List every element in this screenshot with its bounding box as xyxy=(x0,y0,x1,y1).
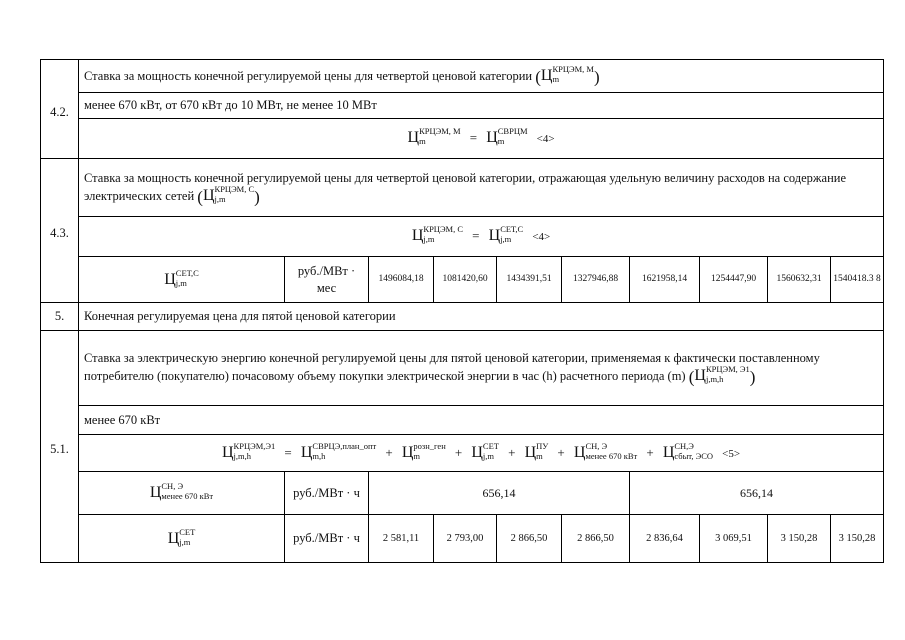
value-cell: 656,14 xyxy=(630,472,884,515)
row-5-1-title xyxy=(41,331,884,406)
formula-tag: <4> xyxy=(532,231,551,243)
row-5-1-set xyxy=(41,515,884,563)
row-4-2-condition xyxy=(41,93,884,119)
row-number: 5.1. xyxy=(41,331,79,563)
price-symbol: Ц xyxy=(540,66,553,84)
value-cell: 656,14 xyxy=(369,472,630,515)
row-4-2-formula xyxy=(41,119,884,159)
value-cell: 3 069,51 xyxy=(700,515,768,563)
value-cell: 2 793,00 xyxy=(434,515,497,563)
param-symbol: Ц СЕТ j,m xyxy=(79,515,285,563)
value-cell: 1496084,18 xyxy=(369,257,434,303)
formula: Ц КРЦЭМ, М m = Ц СВРЦМ m <4> xyxy=(79,119,884,159)
row-5 xyxy=(41,303,884,331)
param-symbol: Ц СЕТ,С j,m xyxy=(79,257,285,303)
formula-tag: <4> xyxy=(536,133,555,145)
value-cell: 1540418.3 8 xyxy=(831,257,884,303)
row-5-text: Конечная регулируемая цена для пятой ценовой категории xyxy=(79,303,884,331)
formula: Ц КРЦЭМ, С j,m = Ц СЕТ,С j,m <4> xyxy=(79,217,884,257)
param-symbol: Ц СН, Э менее 670 кВт xyxy=(79,472,285,515)
unit-cell: руб./МВт · мес xyxy=(285,257,369,303)
description: Ставка за мощность конечной регулируемой цены для четвертой ценовой категории xyxy=(84,68,533,83)
tariff-table xyxy=(40,59,884,563)
row-5-1-sn xyxy=(41,472,884,515)
row-5-1-text: Ставка за электрическую энергию конечной регулируемой цены для пятой ценовой категории, применяемая к фактически поставленному потребителю (покупателю) почасовому объему покупки электрической энергии в час (h) расчетного периода (m) (Ц КРЦЭМ, Э1 j,m,h ) xyxy=(79,331,884,406)
row-4-3-values xyxy=(41,257,884,303)
condition-text: менее 670 кВт, от 670 кВт до 10 МВт, не менее 10 МВт xyxy=(79,93,884,119)
value-cell: 1621958,14 xyxy=(630,257,700,303)
value-cell: 1327946,88 xyxy=(562,257,630,303)
value-cell: 2 866,50 xyxy=(497,515,562,563)
value-cell: 2 581,11 xyxy=(369,515,434,563)
value-cell: 3 150,28 xyxy=(831,515,884,563)
row-4-2-text: Ставка за мощность конечной регулируемой цены для четвертой ценовой категории (Ц КРЦЭМ, М m ) xyxy=(79,60,884,93)
row-4-3-title xyxy=(41,159,884,217)
row-4-2-title xyxy=(41,60,884,93)
formula: Ц КРЦЭМ,Э1 j,m,h = Ц СВРЦЭ,план_опт m,h + Ц розн_ген m + Ц СЕТ j,m + Ц ПУ m + Ц СН, Э менее 670 кВт + Ц СН,Э сбыт, ЭСО <5> xyxy=(79,435,884,472)
unit-cell: руб./МВт · ч xyxy=(285,472,369,515)
row-5-1-formula xyxy=(41,435,884,472)
row-4-3-formula xyxy=(41,217,884,257)
unit-cell: руб./МВт · ч xyxy=(285,515,369,563)
value-cell: 2 836,64 xyxy=(630,515,700,563)
row-5-1-condition xyxy=(41,406,884,435)
row-number: 4.2. xyxy=(41,60,79,159)
row-4-3-text: Ставка за мощность конечной регулируемой цены для четвертой ценовой категории, отражающая удельную величину расходов на содержание электрических сетей (Ц КРЦЭМ, С j,m ) xyxy=(79,159,884,217)
price-symbol: Ц xyxy=(202,186,215,204)
formula-tag: <5> xyxy=(722,447,741,460)
value-cell: 1254447,90 xyxy=(700,257,768,303)
description: Ставка за электрическую энергию конечной регулируемой цены для пятой ценовой категории, применяемая к фактически поставленному потребителю (покупателю) почасовому объему покупки электрической энергии в час (h) расчетного периода (m) xyxy=(84,351,820,384)
row-number: 5. xyxy=(41,303,79,331)
value-cell: 1434391,51 xyxy=(497,257,562,303)
price-symbol: Ц xyxy=(694,367,706,385)
value-cell: 3 150,28 xyxy=(768,515,831,563)
value-cell: 1560632,31 xyxy=(768,257,831,303)
value-cell: 1081420,60 xyxy=(434,257,497,303)
value-cell: 2 866,50 xyxy=(562,515,630,563)
condition-text: менее 670 кВт xyxy=(79,406,884,435)
description: Ставка за мощность конечной регулируемой цены для четвертой ценовой категории, отражающая удельную величину расходов на содержание электрических сетей xyxy=(84,170,847,203)
row-number: 4.3. xyxy=(41,159,79,303)
